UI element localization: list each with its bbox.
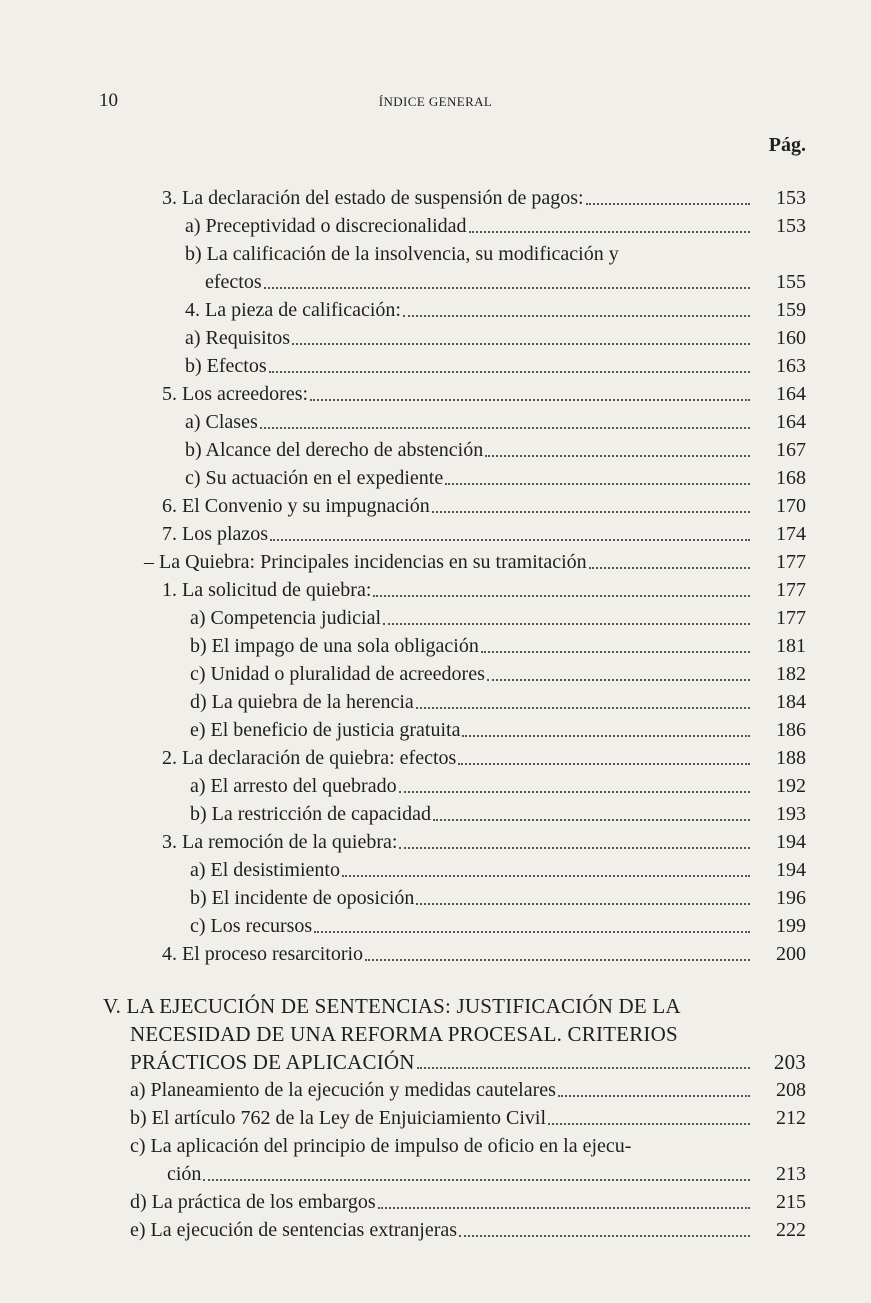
toc-entry: [162, 940, 806, 968]
toc-entry-page: 186: [776, 719, 806, 741]
leader-dots: [459, 1235, 750, 1237]
leader-dots: [378, 1207, 750, 1209]
toc-entry-title: c) Su actuación en el expediente: [185, 467, 444, 489]
toc-entry: [190, 772, 806, 800]
toc-entry: [162, 520, 806, 548]
toc-entry-page: 177: [776, 607, 806, 629]
toc-entry-title: efectos: [205, 271, 262, 293]
toc-entry: [190, 884, 806, 912]
leader-dots: [433, 819, 750, 821]
toc-entry-title: 4. El proceso resarcitorio: [162, 943, 364, 965]
chapter-title-line: V. LA EJECUCIÓN DE SENTENCIAS: JUSTIFICACIÓN DE LA: [103, 994, 681, 1018]
toc-entry: [130, 1104, 806, 1132]
leader-dots: [469, 231, 750, 233]
toc-entry-page: 159: [776, 299, 806, 321]
toc-entry: [162, 744, 806, 772]
leader-dots: [403, 315, 750, 317]
leader-dots: [416, 903, 750, 905]
toc-entry: [190, 716, 806, 744]
toc-entry-title: a) Competencia judicial: [190, 607, 382, 629]
toc-entry: [190, 856, 806, 884]
leader-dots: [558, 1095, 750, 1097]
leader-dots: [416, 707, 750, 709]
toc-entry-page: 193: [776, 803, 806, 825]
toc-entry-title: 7. Los plazos: [162, 523, 269, 545]
toc-entry-page: 194: [776, 831, 806, 853]
toc-entry: [185, 408, 806, 436]
toc-entry-title: 4. La pieza de calificación:: [185, 299, 401, 321]
leader-dots: [269, 371, 750, 373]
toc-entry-page: 222: [776, 1219, 806, 1241]
toc-entry-title: b) Alcance del derecho de abstención: [185, 439, 484, 461]
toc-entry-title: a) El arresto del quebrado: [190, 775, 397, 797]
toc-entry-title: b) La restricción de capacidad: [190, 803, 431, 825]
toc-entry-page: 153: [776, 215, 806, 237]
leader-dots: [399, 847, 750, 849]
toc-entry-title: 2. La declaración de quiebra: efectos: [162, 747, 457, 769]
leader-dots: [485, 455, 750, 457]
leader-dots: [548, 1123, 750, 1125]
toc-entry: [162, 184, 806, 212]
toc-entry-page: 164: [776, 383, 806, 405]
running-head: ÍNDICE GENERAL: [378, 94, 493, 109]
toc-entry-title: b) El incidente de oposición: [190, 887, 415, 909]
toc-entry: [185, 324, 806, 352]
toc-entry: [144, 548, 806, 576]
page-column-label: Pág.: [768, 134, 806, 156]
toc-entry-page: 200: [776, 943, 806, 965]
toc-entry: [130, 1188, 806, 1216]
leader-dots: [373, 595, 750, 597]
toc-entry-page: 181: [776, 635, 806, 657]
toc-entry-page: 215: [776, 1191, 806, 1213]
toc-entry-title: c) Unidad o pluralidad de acreedores: [190, 663, 485, 685]
toc-entry: [167, 1160, 806, 1188]
toc-entry: [162, 828, 806, 856]
toc-entry: [190, 632, 806, 660]
toc-entry-page: 213: [776, 1163, 806, 1185]
toc-entry-page: 155: [776, 271, 806, 293]
toc-entry-page: 168: [776, 467, 806, 489]
toc-entry-page: 192: [776, 775, 806, 797]
leader-dots: [586, 203, 750, 205]
toc-entry: [130, 1076, 806, 1104]
toc-entry: [162, 492, 806, 520]
toc-entry-page: 177: [776, 551, 806, 573]
toc-entry-title: a) Planeamiento de la ejecución y medidas cautelares: [130, 1079, 556, 1101]
toc-entry: [205, 268, 806, 296]
toc-entry-title-line: b) La calificación de la insolvencia, su modificación y: [185, 243, 619, 265]
toc-entry-page: 174: [776, 523, 806, 545]
leader-dots: [481, 651, 750, 653]
toc-entry: [185, 296, 806, 324]
toc-entry-title: b) El artículo 762 de la Ley de Enjuiciamiento Civil: [130, 1107, 546, 1129]
leader-dots: [292, 343, 750, 345]
toc-entry-title: b) El impago de una sola obligación: [190, 635, 479, 657]
toc-entry: [185, 212, 806, 240]
toc-entry-page: 194: [776, 859, 806, 881]
toc-entry-title: a) Clases: [185, 411, 258, 433]
toc-entry: [185, 436, 806, 464]
leader-dots: [383, 623, 750, 625]
toc-entry: [190, 688, 806, 716]
toc-entry: [130, 1216, 806, 1244]
toc-entry-title: a) Preceptividad o discrecionalidad: [185, 215, 467, 237]
toc-entry-page: 184: [776, 691, 806, 713]
toc-entry-title: PRÁCTICOS DE APLICACIÓN: [130, 1050, 415, 1074]
toc-entry-title: e) La ejecución de sentencias extranjeras: [130, 1219, 458, 1241]
toc-entry-title: 1. La solicitud de quiebra:: [162, 579, 372, 601]
page-number: 10: [99, 90, 118, 111]
toc-entry-page: 163: [776, 355, 806, 377]
leader-dots: [264, 287, 750, 289]
leader-dots: [314, 931, 750, 933]
toc-entry: [185, 464, 806, 492]
toc-entry-page: 153: [776, 187, 806, 209]
toc-entry-page: 208: [776, 1079, 806, 1101]
leader-dots: [260, 427, 750, 429]
leader-dots: [487, 679, 750, 681]
toc-entry-page: 160: [776, 327, 806, 349]
toc-entry-title: d) La práctica de los embargos: [130, 1191, 376, 1213]
toc-entry: [190, 912, 806, 940]
toc-entry: [185, 352, 806, 380]
toc-entry: [190, 800, 806, 828]
chapter-title-line: NECESIDAD DE UNA REFORMA PROCESAL. CRITERIOS: [130, 1022, 678, 1046]
leader-dots: [342, 875, 750, 877]
leader-dots: [365, 959, 750, 961]
toc-entry-title: a) Requisitos: [185, 327, 290, 349]
leader-dots: [589, 567, 750, 569]
leader-dots: [458, 763, 750, 765]
leader-dots: [417, 1067, 750, 1069]
toc-entry: [162, 380, 806, 408]
toc-entry-title-line: c) La aplicación del principio de impulso de oficio en la ejecu-: [130, 1135, 632, 1157]
toc-entry-title: – La Quiebra: Principales incidencias en su tramitación: [144, 551, 587, 573]
toc-entry-page: 170: [776, 495, 806, 517]
toc-entry: [130, 1048, 806, 1076]
toc-entry-page: 164: [776, 411, 806, 433]
leader-dots: [432, 511, 750, 513]
toc-entry-title: b) Efectos: [185, 355, 267, 377]
toc-entry-title: e) El beneficio de justicia gratuita: [190, 719, 461, 741]
toc-entry-title: a) El desistimiento: [190, 859, 340, 881]
toc-entry-title: 6. El Convenio y su impugnación: [162, 495, 430, 517]
toc-entry-page: 182: [776, 663, 806, 685]
toc-entry-title: 3. La declaración del estado de suspensión de pagos:: [162, 187, 584, 209]
toc-entry: [190, 604, 806, 632]
toc-entry-title: d) La quiebra de la herencia: [190, 691, 414, 713]
toc-entry-page: 199: [776, 915, 806, 937]
toc-entry-title: ción: [167, 1163, 202, 1185]
leader-dots: [270, 539, 750, 541]
toc-entry-title: 5. Los acreedores:: [162, 383, 309, 405]
leader-dots: [310, 399, 750, 401]
leader-dots: [203, 1179, 750, 1181]
toc-entry-page: 203: [773, 1050, 806, 1074]
toc-entry-page: 188: [776, 747, 806, 769]
toc-entry: [162, 576, 806, 604]
toc-entry-page: 196: [776, 887, 806, 909]
toc-entry-title: 3. La remoción de la quiebra:: [162, 831, 398, 853]
toc-entry-title: c) Los recursos: [190, 915, 313, 937]
toc-entry: [190, 660, 806, 688]
leader-dots: [399, 791, 750, 793]
toc-entry-page: 167: [776, 439, 806, 461]
toc-entry-page: 177: [776, 579, 806, 601]
leader-dots: [445, 483, 750, 485]
toc-entry-page: 212: [776, 1107, 806, 1129]
leader-dots: [462, 735, 750, 737]
